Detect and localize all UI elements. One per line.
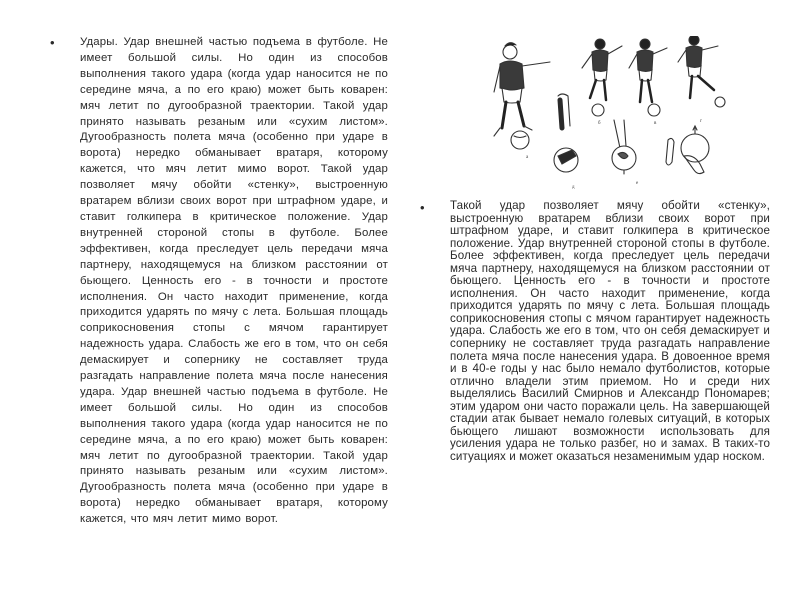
foot-diagram-2 — [612, 120, 636, 174]
player-figure-3 — [629, 39, 667, 102]
bullet-icon: • — [420, 200, 425, 215]
figure-label-v: в — [654, 121, 657, 126]
foot-detail-1 — [554, 94, 578, 172]
figure-label-a: а — [526, 155, 529, 160]
player-figure-1 — [494, 43, 550, 136]
football-kick-illustration — [488, 36, 728, 196]
right-text-column — [418, 200, 770, 463]
right-paragraph: Такой удар позволяет мячу обойти «стенку», выстроенную вратарем вблизи своих ворот при штрафном ударе, и ставит голкипера в критическое положение. Удар внутренней стороной стопы в футболе. Более эффективен, когда преследует цель передачи мяча партнеру, находящемуся на близком расстоянии от бьющего. Ценность его - в точности и простоте исполнения. Он часто находит применение, когда приходится ударять по мячу с лета. Большая площадь соприкосновения стопы с мячом гарантирует надежность удара. Слабость же его в том, что он себя демаскирует и сопернику не составляет труда разгадать направление полета мяча после нанесения удара. В довоенное время и в 40-е годы у нас было немало футболистов, которые отлично владели этим приемом. Но и среди них выделялись Василий Смирнов и Александр Пономарев; этим ударом они часто поражали цель. На завершающей стадии атак бывает немало голевых ситуаций, в которых бьющего лишают возможности использовать для усиления удара не только разбег, но и замах. В таких-то ситуациях и может оказаться незаменимым удар носком. — [450, 199, 770, 463]
left-paragraph: Удары. Удар внешней частью подъема в футболе. Не имеет большой силы. Но один из способов выполнения такого удара (когда удар наносится не по середине мяча, а по его краю) может быть коварен: мяч летит по дугообразной траектории. Такой удар принято называть резаным или «сухим листом». Дугообразность полета мяча (особенно при ударе в ворота) нередко обманывает вратаря, которому кажется, что мяч летит мимо ворот. Такой удар позволяет мячу обойти «стенку», выстроенную вратарем вблизи своих ворот при штрафном ударе, и ставит голкипера в критическое положение. Удар внутренней стороной стопы в футболе. Более эффективен, когда преследует цель передачи мяча партнеру, находящемуся на близком расстоянии от бьющего. Ценность его - в точности и простоте исполнения. Он часто находит применение, когда приходится ударять по мячу с лета. Большая площадь соприкосновения стопы с мячом гарантирует надежность удара. Слабость же его в том, что он себя демаскирует и сопернику не составляет труда разгадать направление полета мяча после нанесения удара. Удар внешней частью подъема в футболе. Не имеет большой силы. Но один из способов выполнения такого удара (когда удар наносится не по середине мяча, а по его краю) может быть коварен: мяч летит по дугообразной траектории. Такой удар принято называть резаным или «сухим листом». Дугообразность полета мяча (особенно при ударе в ворота) нередко обманывает вратаря, которому кажется, что мяч летит мимо ворот. — [80, 36, 388, 526]
illustration-svg — [488, 36, 728, 196]
bullet-item — [418, 200, 770, 463]
ball-2 — [592, 104, 604, 116]
player-figure-4 — [678, 36, 718, 98]
ball-4 — [715, 97, 725, 107]
ball-1 — [511, 131, 529, 149]
figure-label-g: г — [700, 119, 703, 124]
left-text-column — [48, 35, 388, 528]
bullet-icon: • — [50, 35, 55, 50]
player-figure-2 — [582, 39, 622, 100]
sole-diagram-3 — [666, 126, 709, 174]
figure-label-d: д — [572, 185, 575, 190]
bullet-item — [48, 35, 388, 528]
figure-label-e: е — [636, 181, 639, 186]
ball-3 — [648, 104, 660, 116]
figure-label-b: б — [598, 121, 601, 126]
